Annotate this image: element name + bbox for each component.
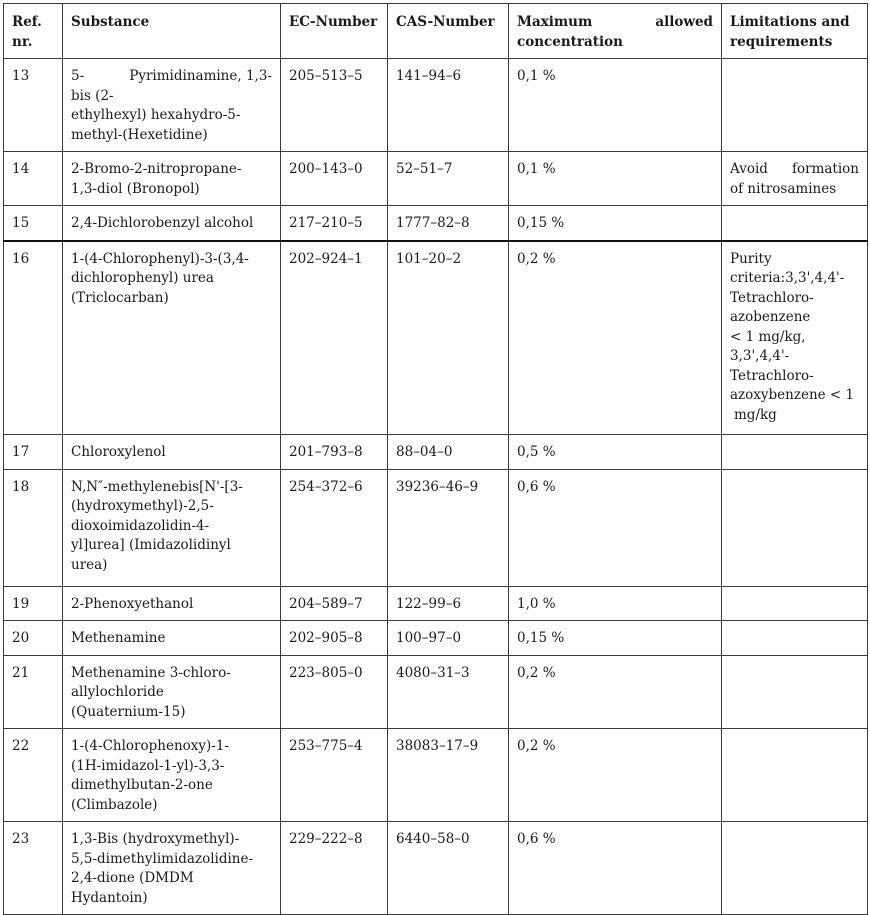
cell-ref: 19 xyxy=(4,586,63,621)
table-row xyxy=(4,241,868,435)
cell-substance xyxy=(63,152,281,206)
substance-line: 1-(4-Chlorophenoxy)-1- xyxy=(71,738,229,754)
header-max-concentration: Maximum allowed concentration xyxy=(509,4,722,59)
table-row xyxy=(4,469,868,586)
limitation-line: mg/kg xyxy=(734,406,777,423)
cell-ec-number: 201–793–8 xyxy=(281,435,388,470)
limitation-line: < 1 mg/kg, xyxy=(730,328,806,345)
cell-ref: 18 xyxy=(4,469,63,586)
cell-ref: 16 xyxy=(4,241,63,435)
limitation-line: of nitrosamines xyxy=(730,180,837,197)
cell-cas-number: 6440–58–0 xyxy=(388,822,509,915)
substance-line: 1-(4-Chlorophenyl)-3-(3,4- xyxy=(71,250,249,267)
cell-max-concentration: 0,6 % xyxy=(509,822,722,915)
header-ec-number: EC-Number xyxy=(281,4,388,59)
cell-ec-number: 202–924–1 xyxy=(281,241,388,435)
cell-max-concentration: 0,1 % xyxy=(509,152,722,206)
limitation-line: azobenzene xyxy=(730,309,811,325)
cell-limitations xyxy=(722,435,868,470)
cell-substance xyxy=(63,729,281,822)
limitation-line: criteria:3,3',4,4'- xyxy=(730,270,845,286)
substance-line: (1H-imidazol-1-yl)-3,3- xyxy=(71,757,225,774)
substance-line: dioxoimidazolidin-4- xyxy=(71,517,210,534)
substance-line: 2,4-dione (DMDM xyxy=(71,870,194,886)
cell-limitations xyxy=(722,586,868,621)
preservatives-table xyxy=(3,3,868,915)
substance-line: (hydroxymethyl)-2,5- xyxy=(71,498,214,514)
substance-line: N,N″-methylenebis[N'-[3- xyxy=(71,478,243,495)
substance-line: bis (2- xyxy=(71,87,114,104)
substance-line: ethylhexyl) hexahydro-5- xyxy=(71,107,241,123)
substance-line: 2-Bromo-2-nitropropane- xyxy=(71,161,242,177)
cell-cas-number: 141–94–6 xyxy=(388,59,509,152)
table-row xyxy=(4,655,868,729)
table-row xyxy=(4,435,868,470)
cell-limitations xyxy=(722,206,868,241)
cell-substance xyxy=(63,469,281,586)
cell-max-concentration: 1,0 % xyxy=(509,586,722,621)
cell-substance xyxy=(63,822,281,915)
cell-max-concentration: 0,15 % xyxy=(509,206,722,241)
cell-substance xyxy=(63,621,281,656)
substance-line: Chloroxylenol xyxy=(71,444,166,460)
table-row xyxy=(4,206,868,241)
cell-ref: 20 xyxy=(4,621,63,656)
table-row xyxy=(4,152,868,206)
cell-ref: 14 xyxy=(4,152,63,206)
limitation-line: Purity xyxy=(730,250,772,267)
cell-limitations xyxy=(722,822,868,915)
cell-ec-number: 200–143–0 xyxy=(281,152,388,206)
cell-substance xyxy=(63,655,281,729)
substance-line: (Climbazole) xyxy=(71,796,158,813)
substance-line: 1,3-diol (Bronopol) xyxy=(71,180,200,197)
cell-ec-number: 205–513–5 xyxy=(281,59,388,152)
cell-ref: 21 xyxy=(4,655,63,729)
substance-line: Methenamine 3-chloro- xyxy=(71,664,231,681)
cell-ec-number: 202–905–8 xyxy=(281,621,388,656)
cell-ref: 15 xyxy=(4,206,63,241)
page xyxy=(3,3,867,915)
cell-limitations xyxy=(722,621,868,656)
header-ref: Ref. nr. xyxy=(4,4,63,59)
cell-substance xyxy=(63,206,281,241)
cell-max-concentration: 0,6 % xyxy=(509,469,722,586)
substance-line: 2-Phenoxyethanol xyxy=(71,595,194,612)
cell-ec-number: 223–805–0 xyxy=(281,655,388,729)
substance-line: urea) xyxy=(71,556,108,573)
cell-max-concentration: 0,2 % xyxy=(509,241,722,435)
cell-ec-number: 253–775–4 xyxy=(281,729,388,822)
cell-substance xyxy=(63,435,281,470)
header-row xyxy=(4,4,868,59)
cell-cas-number: 88–04–0 xyxy=(388,435,509,470)
cell-limitations xyxy=(722,152,868,206)
cell-max-concentration: 0,2 % xyxy=(509,655,722,729)
cell-limitations xyxy=(722,59,868,152)
cell-max-concentration: 0,15 % xyxy=(509,621,722,656)
substance-line: 1,3-Bis (hydroxymethyl)- xyxy=(71,831,240,847)
table-row xyxy=(4,822,868,915)
substance-line: allylochloride xyxy=(71,684,164,700)
cell-cas-number: 52–51–7 xyxy=(388,152,509,206)
substance-line: Methenamine xyxy=(71,630,166,646)
cell-cas-number: 1777–82–8 xyxy=(388,206,509,241)
limitation-line: Tetrachloro- xyxy=(730,367,814,384)
limitation-line: Tetrachloro- xyxy=(730,289,814,306)
table-row xyxy=(4,729,868,822)
cell-substance xyxy=(63,59,281,152)
cell-ref: 13 xyxy=(4,59,63,152)
cell-ec-number: 229–222–8 xyxy=(281,822,388,915)
substance-line: 5- Pyrimidinamine, 1,3- xyxy=(71,68,272,84)
substance-line: Hydantoin) xyxy=(71,889,148,906)
cell-limitations xyxy=(722,655,868,729)
cell-max-concentration: 0,5 % xyxy=(509,435,722,470)
cell-cas-number: 101–20–2 xyxy=(388,241,509,435)
cell-limitations xyxy=(722,469,868,586)
cell-max-concentration: 0,1 % xyxy=(509,59,722,152)
cell-ref: 22 xyxy=(4,729,63,822)
table-row xyxy=(4,586,868,621)
cell-limitations xyxy=(722,241,868,435)
header-limitations: Limitations and requirements xyxy=(722,4,868,59)
cell-cas-number: 100–97–0 xyxy=(388,621,509,656)
limitation-line: Avoid formation xyxy=(730,161,859,177)
table-row xyxy=(4,59,868,152)
substance-line: methyl-(Hexetidine) xyxy=(71,126,208,143)
cell-cas-number: 38083–17–9 xyxy=(388,729,509,822)
cell-max-concentration: 0,2 % xyxy=(509,729,722,822)
substance-line: 2,4-Dichlorobenzyl alcohol xyxy=(71,215,254,231)
cell-cas-number: 4080–31–3 xyxy=(388,655,509,729)
cell-cas-number: 122–99–6 xyxy=(388,586,509,621)
substance-line: dichlorophenyl) urea xyxy=(71,270,214,286)
substance-line: dimethylbutan-2-one xyxy=(71,777,213,793)
limitation-line: azoxybenzene < 1 xyxy=(730,387,855,403)
substance-line: yl]urea] (Imidazolidinyl xyxy=(71,537,231,553)
cell-ec-number: 254–372–6 xyxy=(281,469,388,586)
table-body xyxy=(4,59,868,915)
header-cas-number: CAS-Number xyxy=(388,4,509,59)
cell-ec-number: 217–210–5 xyxy=(281,206,388,241)
substance-line: 5,5-dimethylimidazolidine- xyxy=(71,850,254,867)
cell-ec-number: 204–589–7 xyxy=(281,586,388,621)
cell-cas-number: 39236–46–9 xyxy=(388,469,509,586)
cell-substance xyxy=(63,241,281,435)
table-row xyxy=(4,621,868,656)
substance-line: (Triclocarban) xyxy=(71,289,169,306)
limitation-line: 3,3',4,4'- xyxy=(730,348,790,364)
cell-substance xyxy=(63,586,281,621)
header-substance: Substance xyxy=(63,4,281,59)
cell-ref: 17 xyxy=(4,435,63,470)
substance-line: (Quaternium-15) xyxy=(71,703,186,720)
cell-ref: 23 xyxy=(4,822,63,915)
cell-limitations xyxy=(722,729,868,822)
